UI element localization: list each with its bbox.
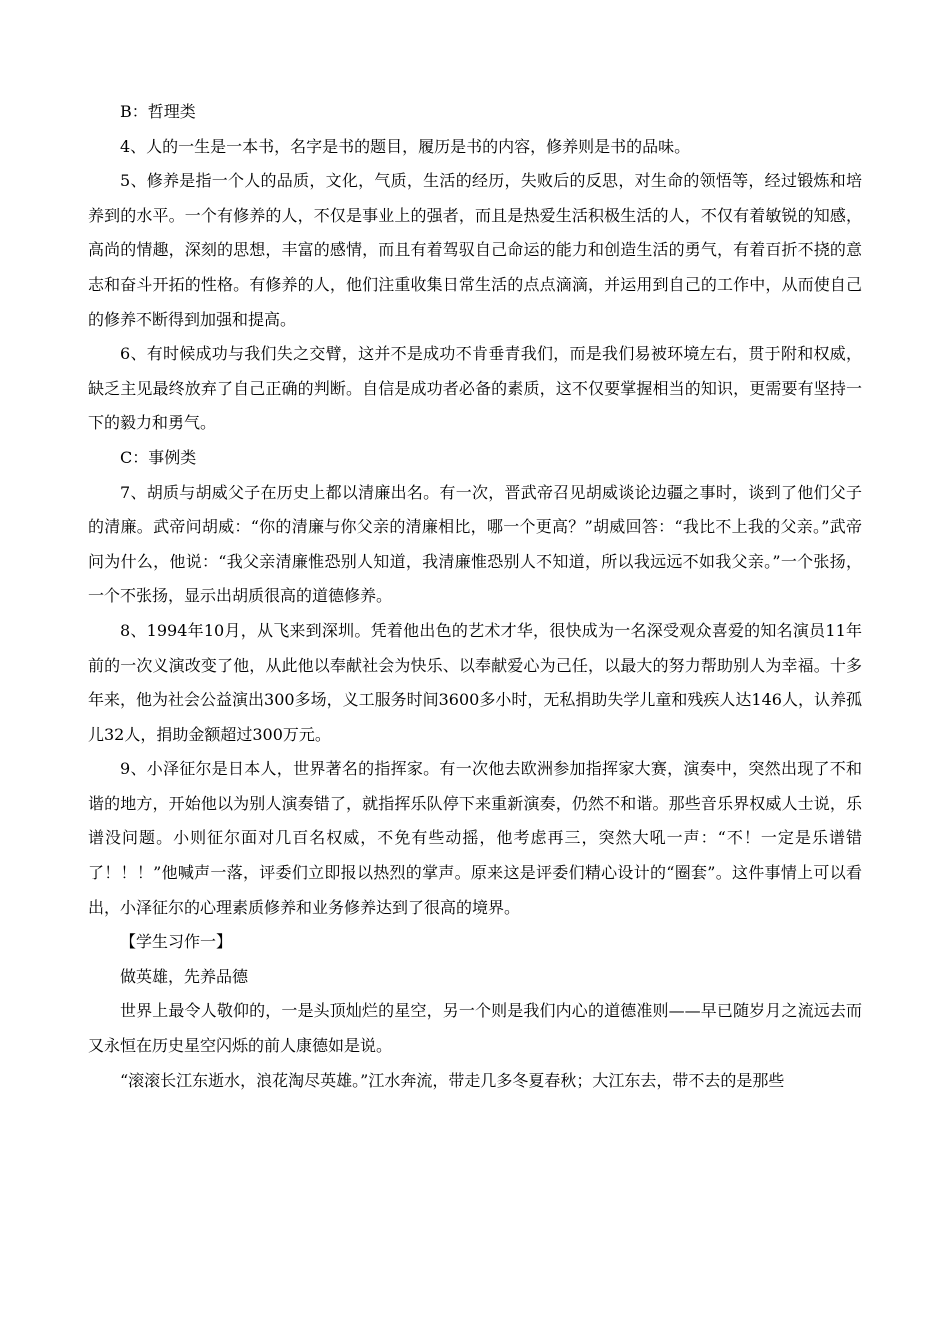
essay-paragraph-2: “滚滚长江东逝水，浪花淘尽英雄。”江水奔流，带走几多冬夏春秋；大江东去，带不去的是那些 xyxy=(120,1070,785,1090)
paragraph-4: 4、人的一生是一本书，名字是书的题目，履历是书的内容，修养则是书的品味。 xyxy=(120,136,691,156)
essay-paragraph-1: 世界上最令人敬仰的，一是头顶灿烂的星空，另一个则是我们内心的道德准则——早已随岁月之流远去而又永恒在历史星空闪烁的前人康德如是说。 xyxy=(88,1001,862,1056)
paragraph-9: 9、小泽征尔是日本人，世界著名的指挥家。有一次他去欧洲参加指挥家大赛，演奏中，突然出现了不和谐的地方，开始他以为别人演奏错了，就指挥乐队停下来重新演奏，仍然不和谐。那些音乐界权威人士说，乐谱没问题。小则征尔面对几百名权威，不免有些动摇，他考虑再三，突然大吼一声：“不！一定是乐谱错了！！！”他喊声一落，评委们立即报以热烈的掌声。原来这是评委们精心设计的“圈套”。这件事情上可以看出，小泽征尔的心理素质修养和业务修养达到了很高的境界。 xyxy=(88,759,862,917)
document-page xyxy=(88,95,862,1098)
student-essay-heading: 【学生习作一】 xyxy=(120,932,233,952)
paragraph-5: 5、修养是指一个人的品质，文化，气质，生活的经历，失败后的反思，对生命的领悟等，经过锻炼和培养到的水平。一个有修养的人，不仅是事业上的强者，而且是热爱生活积极生活的人，不仅有着敏锐的知感，高尚的情趣，深刻的思想，丰富的感情，而且有着驾驭自己命运的能力和创造生活的勇气，有着百折不挠的意志和奋斗开拓的性格。有修养的人，他们注重收集日常生活的点点滴滴，并运用到自己的工作中，从而使自己的修养不断得到加强和提高。 xyxy=(88,171,862,329)
paragraph-7: 7、胡质与胡威父子在历史上都以清廉出名。有一次，晋武帝召见胡威谈论边疆之事时，谈到了他们父子的清廉。武帝问胡威：“你的清廉与你父亲的清廉相比，哪一个更高？”胡威回答：“我比不上我的父亲。”武帝问为什么，他说：“我父亲清廉惟恐别人知道，我清廉惟恐别人不知道，所以我远远不如我父亲。”一个张扬，一个不张扬，显示出胡质很高的道德修养。 xyxy=(88,482,862,606)
paragraph-8: 8、1994年10月，从飞来到深圳。凭着他出色的艺术才华，很快成为一名深受观众喜爱的知名演员11年前的一次义演改变了他，从此他以奉献社会为快乐、以奉献爱心为己任，以最大的努力帮助别人为幸福。十多年来，他为社会公益演出300多场，义工服务时间3600多小时，无私捐助失学儿童和残疾人达146人，认养孤儿32人，捐助金额超过300万元。 xyxy=(88,620,862,744)
paragraph-6: 6、有时候成功与我们失之交臂，这并不是成功不肯垂青我们，而是我们易被环境左右，贯于附和权威，缺乏主见最终放弃了自己正确的判断。自信是成功者必备的素质，这不仅要掌握相当的知识，更需要有坚持一下的毅力和勇气。 xyxy=(88,344,862,433)
essay-title: 做英雄，先养品德 xyxy=(120,966,249,986)
section-b-heading: B：哲理类 xyxy=(120,102,196,121)
section-c-heading: C：事例类 xyxy=(120,447,197,467)
